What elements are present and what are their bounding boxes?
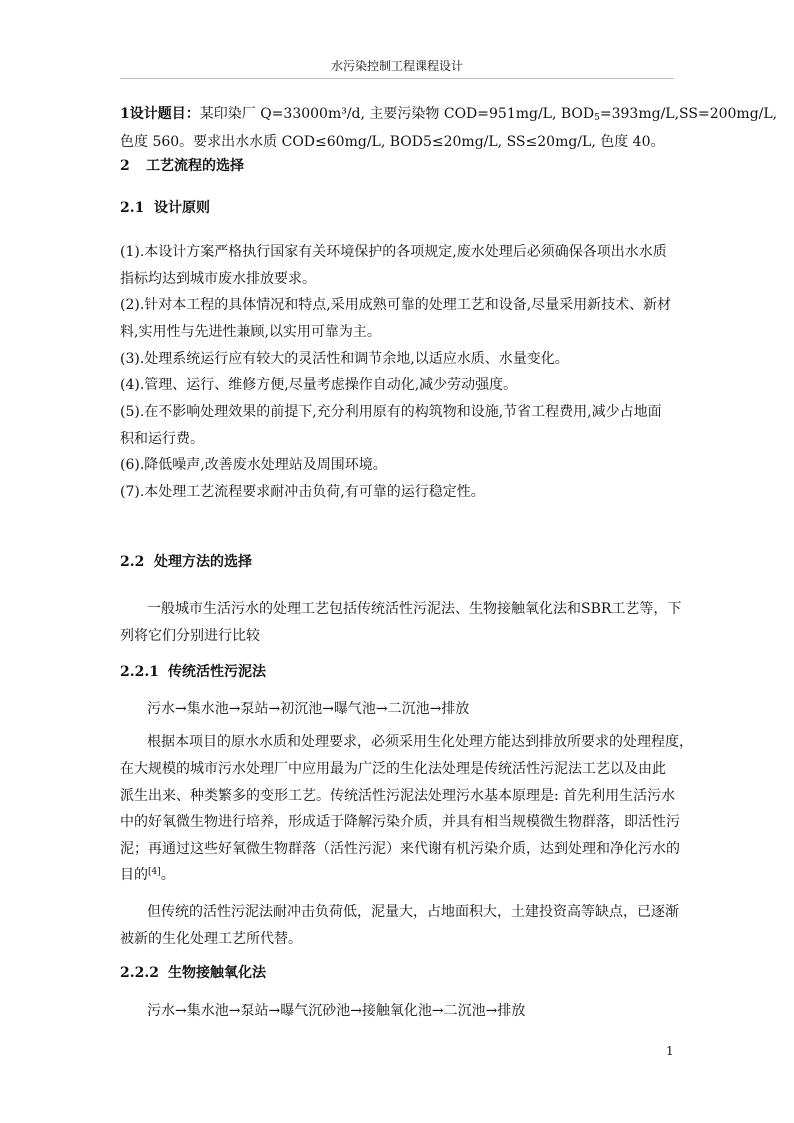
design-topic-label: 1设计题目： <box>120 106 200 122</box>
principle-line: (1).本设计方案严格执行国家有关环境保护的各项规定,废水处理后必须确保各项出水水质 <box>120 244 667 260</box>
section-2-2-heading <box>120 553 680 571</box>
section-2-2-2-title: 生物接触氧化法 <box>168 965 266 981</box>
section-2-1-heading <box>120 199 680 217</box>
section-2-heading <box>120 157 680 175</box>
section-2-2-title: 处理方法的选择 <box>154 554 252 570</box>
section-2-2-2-number: 2.2.2 <box>120 965 159 981</box>
principle-line: (7).本处理工艺流程要求耐冲击负荷,有可靠的运行稳定性。 <box>120 484 485 500</box>
paragraph-text: 目的 <box>120 867 148 883</box>
paragraph-last-line <box>120 866 680 884</box>
method-intro-line-2: 列将它们分别进行比较 <box>120 628 260 644</box>
paragraph-line: 在大规模的城市污水处理厂中应用最为广泛的生化法处理是传统活性污泥法工艺以及由此 <box>120 761 666 777</box>
principle-line: 指标均达到城市废水排放要求。 <box>120 271 316 287</box>
activated-sludge-flow: 污水→集水池→泵站→初沉池→曝气池→二沉池→排放 <box>147 701 470 717</box>
section-2-2-1-number: 2.2.1 <box>120 664 159 680</box>
section-2-number: 2 <box>120 158 130 174</box>
section-2-2-1-heading <box>120 663 680 681</box>
page-number: 1 <box>666 1044 674 1058</box>
principle-line: (6).降低噪声,改善废水处理站及周围环境。 <box>120 457 387 473</box>
principle-line: (2).针对本工程的具体情况和特点,采用成熟可靠的处理工艺和设备,尽量采用新技术、新材 <box>120 297 672 313</box>
paragraph-end: 。 <box>160 867 175 883</box>
paragraph-line: 中的好氧微生物进行培养，形成适于降解污染介质，并具有相当规模微生物群落，即活性污 <box>120 814 680 830</box>
paragraph-line: 但传统的活性污泥法耐冲击负荷低，泥量大，占地面积大，土建投资高等缺点，已逐渐 <box>147 904 679 920</box>
paragraph-line: 派生出来、种类繁多的变形工艺。传统活性污泥法处理污水基本原理是: 首先利用生活污水 <box>120 788 676 804</box>
section-2-1-number: 2.1 <box>120 200 145 216</box>
contact-oxidation-flow: 污水→集水池→泵站→曝气沉砂池→接触氧化池→二沉池→排放 <box>147 1003 526 1019</box>
principle-line: 积和运行费。 <box>120 431 204 447</box>
design-topic-text-b: =393mg/L,SS=200mg/L, <box>599 106 778 122</box>
design-topic-text-a: 某印染厂 Q=33000m³/d, 主要污染物 COD=951mg/L, BOD <box>199 106 595 122</box>
principle-line: (4).管理、运行、维修方便,尽量考虑操作自动化,减少劳动强度。 <box>120 377 518 393</box>
section-2-2-1-title: 传统活性污泥法 <box>168 664 266 680</box>
method-intro-line-1: 一般城市生活污水的处理工艺包括传统活性污泥法、生物接触氧化法和SBR工艺等，下 <box>147 601 682 617</box>
bod-subscript: 5 <box>594 113 600 123</box>
principle-line: (5).在不影响处理效果的前提下,充分利用原有的构筑物和设施,节省工程费用,减少占地面 <box>120 404 662 420</box>
paragraph-line: 泥；再通过这些好氧微生物群落（活性污泥）来代谢有机污染介质，达到处理和净化污水的 <box>120 841 680 857</box>
section-2-2-2-heading <box>120 964 680 982</box>
section-2-2-number: 2.2 <box>120 554 145 570</box>
principle-line: (3).处理系统运行应有较大的灵活性和调节余地,以适应水质、水量变化。 <box>120 351 569 367</box>
page-header-title: 水污染控制工程课程设计 <box>330 59 463 73</box>
citation-ref: [4] <box>148 867 161 877</box>
section-2-1-title: 设计原则 <box>154 200 210 216</box>
principle-line: 料,实用性与先进性兼顾,以实用可靠为主。 <box>120 324 381 340</box>
section-2-title: 工艺流程的选择 <box>146 158 244 174</box>
paragraph-line: 根据本项目的原水水质和处理要求，必须采用生化处理方能达到排放所要求的处理程度， <box>147 734 693 750</box>
design-topic-line-1 <box>120 105 778 123</box>
paragraph-line: 被新的生化处理工艺所代替。 <box>120 931 302 947</box>
header-divider <box>120 78 674 79</box>
design-topic-line-2: 色度 560。要求出水水质 COD≤60mg/L, BOD5≤20mg/L, SS≤20mg/L, 色度 40。 <box>120 134 665 150</box>
